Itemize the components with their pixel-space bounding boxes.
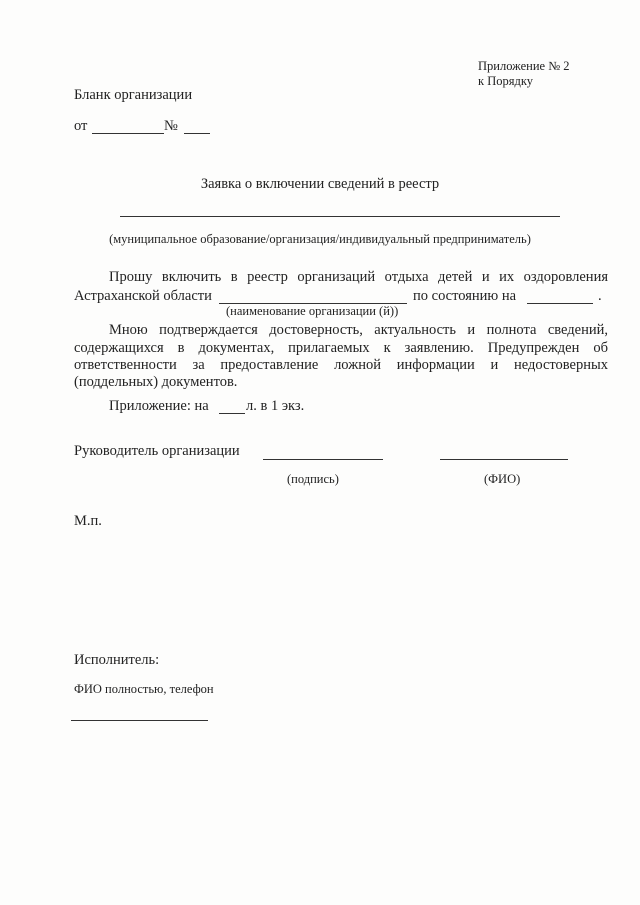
date-field-line[interactable] [92,133,164,134]
request-line-2-end: . [598,288,602,304]
executor-details-label: ФИО полностью, телефон [74,682,214,696]
fio-field-line[interactable] [440,459,568,460]
letterhead-label: Бланк организации [74,87,193,103]
subject-field-line[interactable] [120,216,560,217]
appendix-number: Приложение № 2 [478,59,570,73]
confirmation-line-2: содержащихся в документах, прилагаемых к заявлению. Предупрежден об [74,340,608,356]
attachment-pages-field-line[interactable] [219,413,245,414]
executor-field-line[interactable] [71,720,208,721]
request-line-2-mid: по состоянию на [413,288,517,304]
attachment-suffix: л. в 1 экз. [246,398,305,414]
document-title: Заявка о включении сведений в реестр [200,176,440,192]
signature-caption: (подпись) [287,472,339,486]
status-date-field-line[interactable] [527,303,593,304]
head-of-organization-label: Руководитель организации [74,443,240,459]
attachment-prefix: Приложение: на [109,398,209,414]
date-label: от [74,118,88,134]
appendix-reference: к Порядку [478,74,533,88]
signature-field-line[interactable] [263,459,383,460]
fio-caption: (ФИО) [484,472,521,486]
stamp-place-label: М.п. [74,513,102,529]
organization-name-caption: (наименование организации (й)) [226,304,399,318]
executor-label: Исполнитель: [74,652,160,668]
subject-caption: (муниципальное образование/организация/индивидуальный предприниматель) [109,232,531,246]
confirmation-line-1: Мною подтверждается достоверность, актуальность и полнота сведений, [109,322,608,338]
confirmation-line-4: (поддельных) документов. [74,374,238,390]
confirmation-line-3: ответственности за предоставление ложной информации и недостоверных [74,357,608,373]
number-label: № [164,118,178,134]
request-line-1: Прошу включить в реестр организаций отдыха детей и их оздоровления [109,269,608,285]
request-line-2-start: Астраханской области [74,288,212,304]
number-field-line[interactable] [184,133,210,134]
